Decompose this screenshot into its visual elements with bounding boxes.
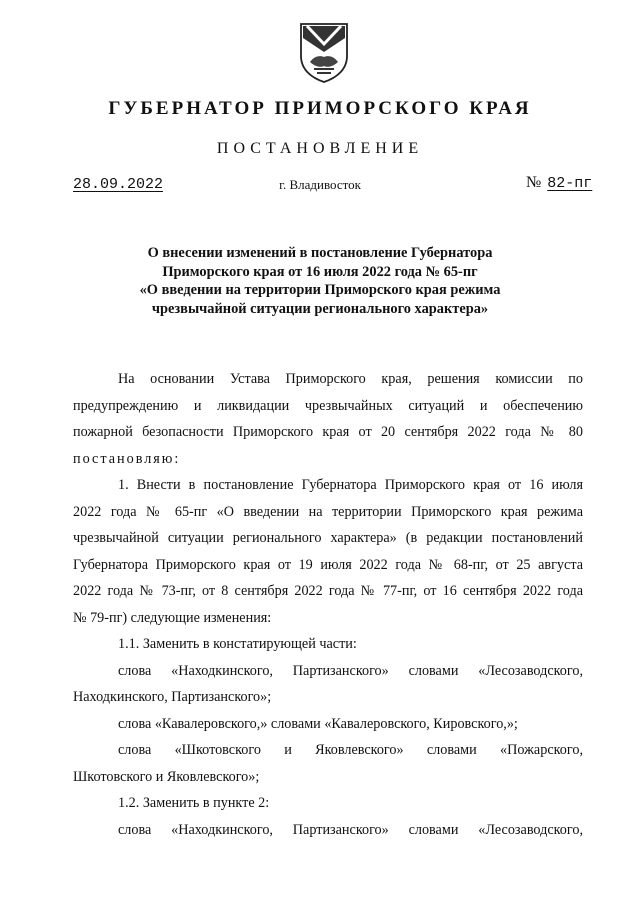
- body-line: пожарной безопасности Приморского края от 20 сентября 2022 года № 80: [73, 424, 583, 440]
- document-city: г. Владивосток: [279, 177, 361, 192]
- body-line: Шкотовского и Яковлевского»;: [73, 768, 260, 785]
- body-line: Губернатора Приморского края от 19 июля 2022 года № 68-пг, от 25 августа: [73, 556, 583, 573]
- title-line: О внесении изменений в постановление Губернатора: [147, 245, 493, 261]
- body-line: На основании Устава Приморского края, решения комиссии по: [118, 371, 583, 387]
- body-line: 1.1. Заменить в констатирующей части:: [118, 636, 357, 652]
- document-date: 28.09.2022: [73, 176, 164, 193]
- body-line: слова «Шкотовского и Яковлевского» словами «Пожарского,: [118, 742, 583, 758]
- body-line: Находкинского, Партизанского»;: [73, 689, 272, 705]
- body-line: чрезвычайной ситуации регионального характера» (в редакции постановлений: [73, 530, 583, 546]
- body-line: 2022 года № 65-пг «О введении на территории Приморского края режима: [73, 503, 583, 520]
- body-line: 2022 года № 73-пг, от 8 сентября 2022 года № 77-пг, от 16 сентября 2022 года: [73, 583, 583, 599]
- body-line: слова «Кавалеровского,» словами «Кавалеровского, Кировского,»;: [118, 715, 518, 732]
- number-value: 82-пг: [547, 175, 593, 192]
- document-body: [73, 366, 583, 843]
- document-title: [60, 244, 580, 318]
- authority-heading: ГУБЕРНАТОР ПРИМОРСКОГО КРАЯ: [108, 98, 532, 119]
- body-line: слова «Находкинского, Партизанского» словами «Лесозаводского,: [118, 821, 583, 838]
- body-line: постановляю:: [73, 450, 181, 467]
- body-line: предупреждению и ликвидации чрезвычайных ситуаций и обеспечению: [73, 397, 583, 414]
- coat-of-arms-icon: [298, 22, 350, 84]
- body-line: слова «Находкинского, Партизанского» словами «Лесозаводского,: [118, 662, 583, 679]
- title-line: чрезвычайной ситуации регионального характера»: [151, 300, 489, 317]
- title-line: «О введении на территории Приморского края режима: [139, 282, 501, 298]
- title-line: Приморского края от 16 июля 2022 года № 65-пг: [162, 263, 478, 280]
- number-sign: №: [526, 174, 542, 191]
- document-type: ПОСТАНОВЛЕНИЕ: [216, 140, 424, 157]
- body-line: № 79-пг) следующие изменения:: [73, 609, 272, 626]
- body-line: 1. Внести в постановление Губернатора Приморского края от 16 июля: [118, 477, 583, 493]
- body-line: 1.2. Заменить в пункте 2:: [118, 795, 270, 811]
- document-number: [526, 174, 592, 192]
